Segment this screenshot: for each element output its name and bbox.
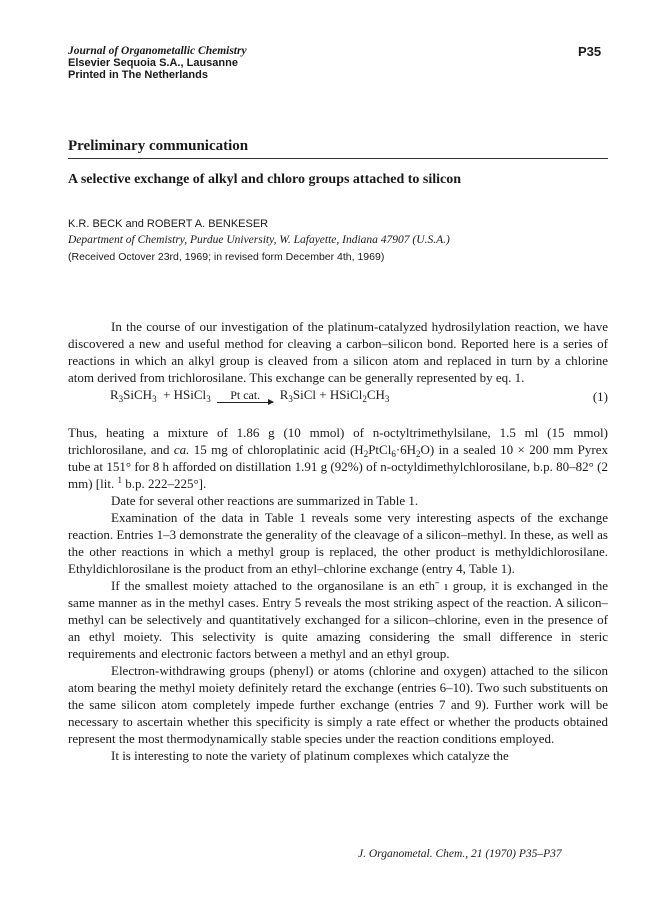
catalyst-label: Pt cat. xyxy=(230,388,261,403)
discussion-text xyxy=(68,492,608,764)
received-dates: (Received Octover 23rd, 1969; in revised form December 4th, 1969) xyxy=(68,251,385,263)
page-number: P35 xyxy=(578,44,602,59)
equation-body: $R_3SiCH_3$ + HSiCl$_3$ Pt cat. $R_3SiCl$ + $HSiCl_2CH_3$ xyxy=(110,387,390,404)
article-title: A selective exchange of alkyl and chloro groups attached to silicon xyxy=(68,172,462,187)
reaction-arrow xyxy=(217,389,273,403)
paragraph-2: Thus, heating a mixture of 1.86 g (10 mmol) of n-octyltrimethylsilane, 1.5 ml (15 mmol) trichlorosilane, and ca. 15 mg of chloroplatinic acid $(H_2PtCl_6\cdot 6H_2O)$ in a sealed 10 × 200 mm Pyrex tube at 151° for 8 h afforded on distillation 1.91 g (92%) of n-octyldimethylchlorosilane, b.p. 80–82° (2 mm) [lit. $^1$ b.p. 222–225°]. xyxy=(68,425,609,491)
publisher-line: Elsevier Sequoia S.A., Lausanne xyxy=(68,57,238,69)
printed-line: Printed in The Netherlands xyxy=(68,69,208,81)
intro-paragraph xyxy=(68,318,608,386)
paragraph-6: Electron-withdrawing groups (phenyl) or atoms (chlorine and oxygen) attached to the silicon atom bearing the methyl moiety definitely retard the exchange (entries 6–10). Two such substituents on the same silicon atom completely impede further exchange (entries 7 and 9). Further work will be necessary to ascertain whether this specificity is simply a rate effect or whether the products obtained represent the most thermodynamically stable species under the reaction conditions employed. xyxy=(68,663,608,746)
journal-name: Journal of Organometallic Chemistry xyxy=(68,45,247,57)
section-rule xyxy=(68,158,608,159)
paragraph-4: Examination of the data in Table 1 reveals some very interesting aspects of the exchange reaction. Entries 1–3 demonstrate the generality of the cleavage of a silicon–methyl. In these, as well as the other reactions in which a methyl group is replaced, the other product is methyldichlorosilane. Ethyldichlorosilane is the product from an ethyl–chlorine exchange (entry 4, Table 1). xyxy=(68,510,608,576)
section-label: Preliminary communication xyxy=(68,138,249,154)
paragraph-1: In the course of our investigation of the platinum-catalyzed hydrosilylation reaction, we have discovered a new and useful method for cleaving a carbon–silicon bond. Reported here is a series of reactions in which an alkyl group is cleaved from a silicon atom and replaced in turn by a chlorine atom derived from trichlorosilane. This exchange can be generally represented by eq. 1. xyxy=(68,319,608,385)
equation-number: (1) xyxy=(592,389,608,404)
citation-footer: J. Organometal. Chem., 21 (1970) P35–P37 xyxy=(358,848,562,860)
equation-1 xyxy=(110,387,608,411)
paragraph-5: If the smallest moiety attached to the organosilane is an ethˉ ı group, it is exchanged in the same manner as in the methyl cases. Entry 5 reveals the most striking aspect of the reaction. A silicon–methyl can be selectively and quantitatively exchanged for a silicon–chlorine, even in the presence of an ethyl moiety. This selectivity is quite amazing considering the small difference in steric requirements and electronic factors between a methyl and an ethyl group. xyxy=(68,578,608,661)
affiliation: Department of Chemistry, Purdue University, W. Lafayette, Indiana 47907 (U.S.A.) xyxy=(68,234,450,246)
experimental-paragraph xyxy=(68,424,608,492)
paragraph-7: It is interesting to note the variety of platinum complexes which catalyze the xyxy=(111,748,509,763)
authors: K.R. BECK and ROBERT A. BENKESER xyxy=(68,218,269,230)
paragraph-3: Date for several other reactions are summarized in Table 1. xyxy=(111,493,419,508)
